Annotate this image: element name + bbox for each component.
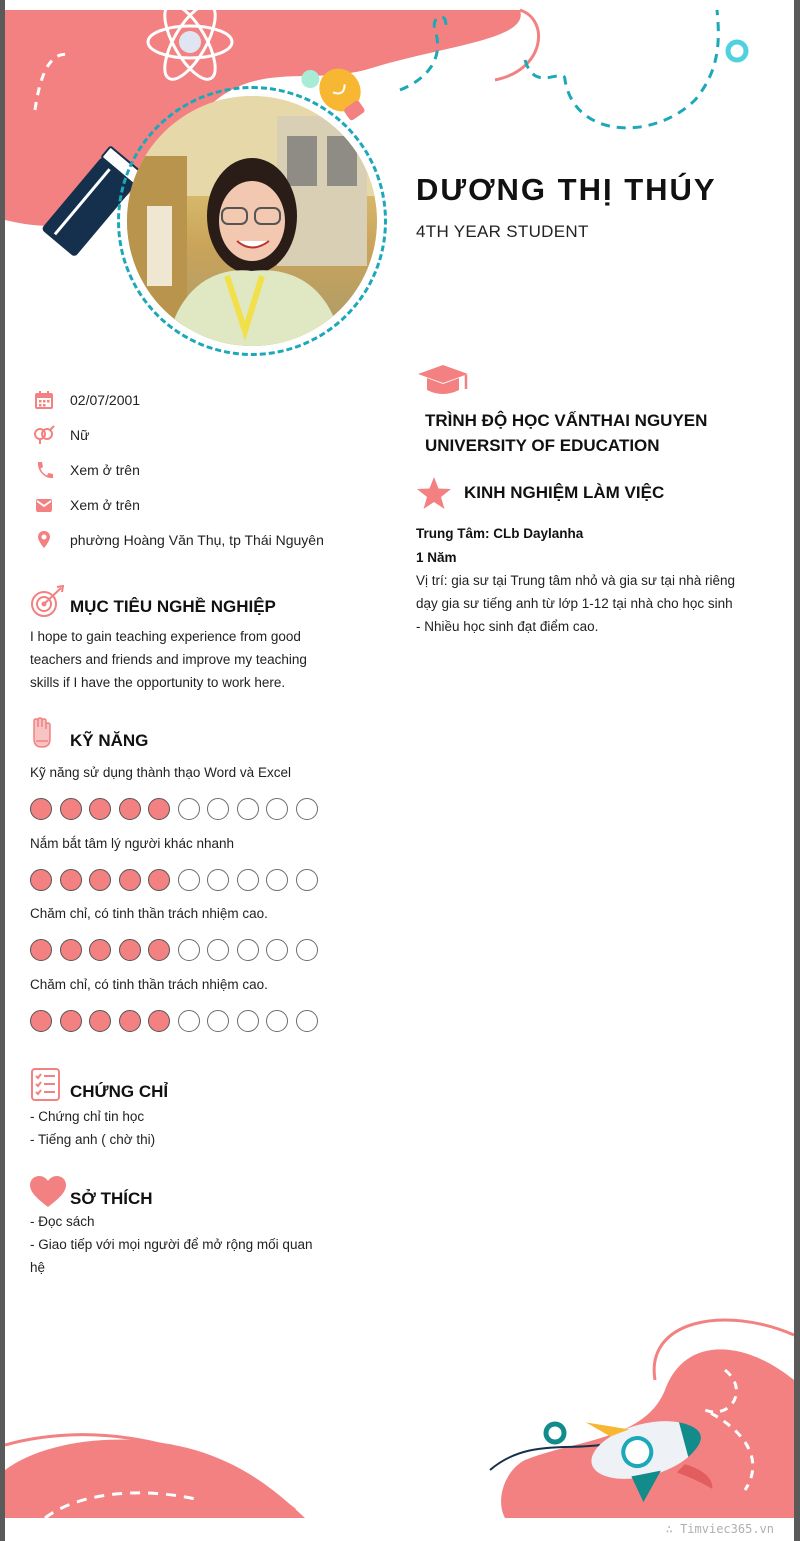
rating-dot-filled — [148, 869, 170, 891]
rating-dot-filled — [119, 1010, 141, 1032]
rating-dot-filled — [89, 1010, 111, 1032]
rating-dot-empty — [237, 939, 259, 961]
hobby-item: - Đọc sách — [30, 1214, 95, 1229]
skill-rating — [30, 1010, 318, 1032]
objective-line: skills if I have the opportunity to work here. — [30, 675, 286, 690]
rating-dot-filled — [89, 939, 111, 961]
rating-dot-empty — [178, 939, 200, 961]
checklist-icon — [31, 1068, 61, 1102]
hand-icon — [30, 717, 54, 751]
phone-row — [33, 459, 140, 481]
education-line: TRÌNH ĐỘ HỌC VẤNTHAI NGUYEN — [425, 411, 708, 430]
envelope-icon — [33, 494, 55, 516]
experience-detail: Vị trí: gia sư tại Trung tâm nhỏ và gia sư tại nhà riêng — [416, 573, 735, 588]
rating-dot-filled — [60, 869, 82, 891]
address-row — [33, 529, 324, 551]
skill-rating — [30, 869, 318, 891]
certificate-item: - Tiếng anh ( chờ thi) — [30, 1132, 156, 1147]
rating-dot-empty — [207, 939, 229, 961]
experience-duration: 1 Năm — [416, 550, 457, 565]
skill-label: Nắm bắt tâm lý người khác nhanh — [30, 836, 234, 851]
rating-dot-empty — [266, 869, 288, 891]
skills-title: KỸ NĂNG — [70, 731, 149, 750]
cv-page — [5, 0, 794, 1541]
rating-dot-filled — [89, 798, 111, 820]
skill-rating — [30, 939, 318, 961]
rating-dot-filled — [30, 798, 52, 820]
email-row — [33, 494, 140, 516]
rating-dot-empty — [237, 798, 259, 820]
address-value: phường Hoàng Văn Thụ, tp Thái Nguyên — [70, 532, 324, 548]
rating-dot-filled — [119, 869, 141, 891]
rating-dot-filled — [119, 798, 141, 820]
target-icon — [29, 585, 65, 619]
rating-dot-empty — [266, 939, 288, 961]
education-title — [425, 408, 765, 458]
objective-line: I hope to gain teaching experience from good — [30, 629, 301, 644]
star-icon — [416, 476, 452, 510]
rating-dot-empty — [178, 1010, 200, 1032]
phone-value: Xem ở trên — [70, 462, 140, 478]
gender-icon — [33, 424, 55, 446]
certificates-list — [30, 1105, 155, 1151]
rating-dot-filled — [30, 869, 52, 891]
certificate-item: - Chứng chỉ tin học — [30, 1109, 145, 1124]
watermark: ∴ Timviec365.vn — [665, 1522, 774, 1536]
rating-dot-empty — [237, 1010, 259, 1032]
birthday-row — [33, 389, 140, 411]
rating-dot-empty — [178, 798, 200, 820]
avatar-photo — [127, 96, 377, 346]
avatar-frame — [117, 86, 387, 356]
rating-dot-filled — [148, 1010, 170, 1032]
rating-dot-empty — [178, 869, 200, 891]
rating-dot-filled — [119, 939, 141, 961]
hobbies-title: SỞ THÍCH — [70, 1189, 153, 1208]
rating-dot-empty — [296, 869, 318, 891]
rating-dot-empty — [296, 1010, 318, 1032]
rating-dot-empty — [207, 798, 229, 820]
skill-rating — [30, 798, 318, 820]
hobby-item: - Giao tiếp với mọi người để mở rộng mối quan — [30, 1237, 313, 1252]
gender-value: Nữ — [70, 427, 90, 443]
education-line: UNIVERSITY OF EDUCATION — [425, 436, 660, 455]
email-value: Xem ở trên — [70, 497, 140, 513]
rating-dot-filled — [148, 798, 170, 820]
heart-icon — [29, 1175, 69, 1209]
rating-dot-empty — [296, 798, 318, 820]
rating-dot-empty — [296, 939, 318, 961]
skill-label: Chăm chỉ, có tinh thần trách nhiệm cao. — [30, 906, 268, 921]
calendar-icon — [33, 389, 55, 411]
rating-dot-filled — [60, 798, 82, 820]
rating-dot-empty — [237, 869, 259, 891]
experience-title: KINH NGHIỆM LÀM VIỆC — [464, 483, 665, 502]
objective-line: teachers and friends and improve my teaching — [30, 652, 307, 667]
rating-dot-empty — [207, 869, 229, 891]
graduation-cap-icon — [416, 362, 474, 396]
objective-title: MỤC TIÊU NGHỀ NGHIỆP — [70, 597, 276, 616]
candidate-name: DƯƠNG THỊ THÚY — [416, 172, 717, 207]
experience-detail: dạy gia sư tiếng anh từ lớp 1-12 tại nhà cho học sinh — [416, 596, 733, 611]
hobby-item: hệ — [30, 1260, 46, 1275]
certificates-title: CHỨNG CHỈ — [70, 1082, 169, 1101]
experience-detail: - Nhiều học sinh đạt điểm cao. — [416, 619, 599, 634]
skill-label: Kỹ năng sử dụng thành thạo Word và Excel — [30, 765, 291, 780]
objective-text — [30, 625, 307, 694]
rating-dot-filled — [60, 1010, 82, 1032]
phone-icon — [33, 459, 55, 481]
location-pin-icon — [33, 529, 55, 551]
birthday-value: 02/07/2001 — [70, 392, 141, 408]
experience-company: Trung Tâm: CLb Daylanha — [416, 526, 584, 541]
candidate-title: 4TH YEAR STUDENT — [416, 222, 589, 241]
rating-dot-filled — [30, 1010, 52, 1032]
skill-label: Chăm chỉ, có tinh thần trách nhiệm cao. — [30, 977, 268, 992]
rating-dot-empty — [266, 1010, 288, 1032]
gender-row — [33, 424, 89, 446]
rating-dot-filled — [30, 939, 52, 961]
rating-dot-filled — [148, 939, 170, 961]
hobbies-list — [30, 1210, 312, 1279]
portrait-illustration — [127, 96, 377, 346]
rating-dot-empty — [266, 798, 288, 820]
rating-dot-empty — [207, 1010, 229, 1032]
rating-dot-filled — [60, 939, 82, 961]
rating-dot-filled — [89, 869, 111, 891]
